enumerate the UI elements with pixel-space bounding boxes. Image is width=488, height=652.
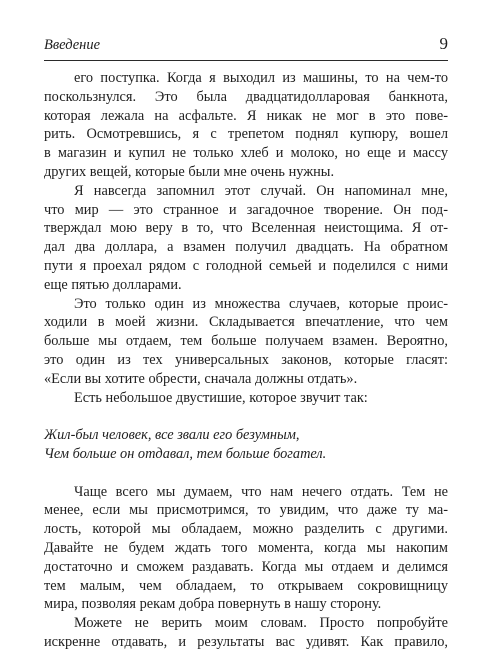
paragraph [44,614,448,652]
verse-line: Жил-был человек, все звали его безумным, [44,427,300,444]
text-line: Я навсегда запомнил этот случай. Он напоминал мне, [74,182,448,199]
text-line: «Если вы хотите обрести, сначала должны отдать». [44,370,358,387]
text-line: рить. Осмотревшись, я с трепетом поднял купюру, вошел [44,126,448,143]
paragraph [44,389,448,408]
text-line: что мир — это странное и загадочное творение. Он под- [44,201,448,218]
text-line: дал два доллара, а взамен получил двадцать. На обратном [44,239,448,256]
text-line: еще пятью долларами. [44,276,182,293]
text-line: тверждал мою веру в то, что Вселенная неистощима. Я от- [44,220,448,237]
text-line: лость, которой мы обладаем, можно разделить с другими. [44,521,448,538]
text-line: поскользнулся. Это была двадцатидолларовая банкнота, [44,88,448,105]
paragraph [44,69,448,182]
page-number: 9 [439,34,448,53]
paragraph [44,295,448,389]
text-line: Можете не верить моим словам. Просто попробуйте [74,615,448,632]
text-line: пути я проехал рядом с голодной семьей и поделился с ними [44,257,448,274]
text-line: в магазин и купил не только хлеб и молоко, но еще и массу [44,145,448,162]
text-line: достаточно и сможем раздавать. Когда мы отдаем и делимся [44,558,448,575]
text-line: Это только один из множества случаев, которые проис- [74,295,448,312]
paragraphs-after-verse [44,483,448,652]
text-line: других вещей, которые были мне очень нужны. [44,163,335,180]
verse-line: Чем больше он отдавал, тем больше богател. [44,445,327,462]
chapter-title: Введение [44,37,101,53]
text-line: которая лежала на асфальте. Я никак не мог в это пове- [44,107,448,124]
verse-couplet [44,426,448,464]
text-line: ходили в моей жизни. Складывается впечатление, что чем [44,314,448,331]
body-text [44,69,448,652]
text-line: это один из тех универсальных законов, которые гласят: [44,351,448,368]
paragraphs-before-verse [44,69,448,407]
paragraph [44,483,448,615]
text-line: Есть небольшое двустишие, которое звучит так: [74,389,368,406]
text-line: мира, позволяя рекам добра повернуть в нашу сторону. [44,596,382,613]
text-line: Давайте не будем ждать того момента, когда мы накопим [44,539,448,556]
header-rule [44,60,448,61]
text-line: искренне отдавать, и результаты вас удивят. Как правило, [44,633,448,650]
text-line: больше мы отдаем, тем больше получаем взамен. Вероятно, [44,333,448,350]
text-line: менее, если мы присмотримся, то увидим, что даже ту ма- [44,502,448,519]
text-line: Чаще всего мы думаем, что нам нечего отдать. Тем не [74,483,448,500]
text-line: тем малым, чем обладаем, то открываем сокровищницу [44,577,448,594]
paragraph [44,182,448,295]
text-line: его поступка. Когда я выходил из машины, то на чем-то [74,70,448,86]
running-header [44,34,448,58]
